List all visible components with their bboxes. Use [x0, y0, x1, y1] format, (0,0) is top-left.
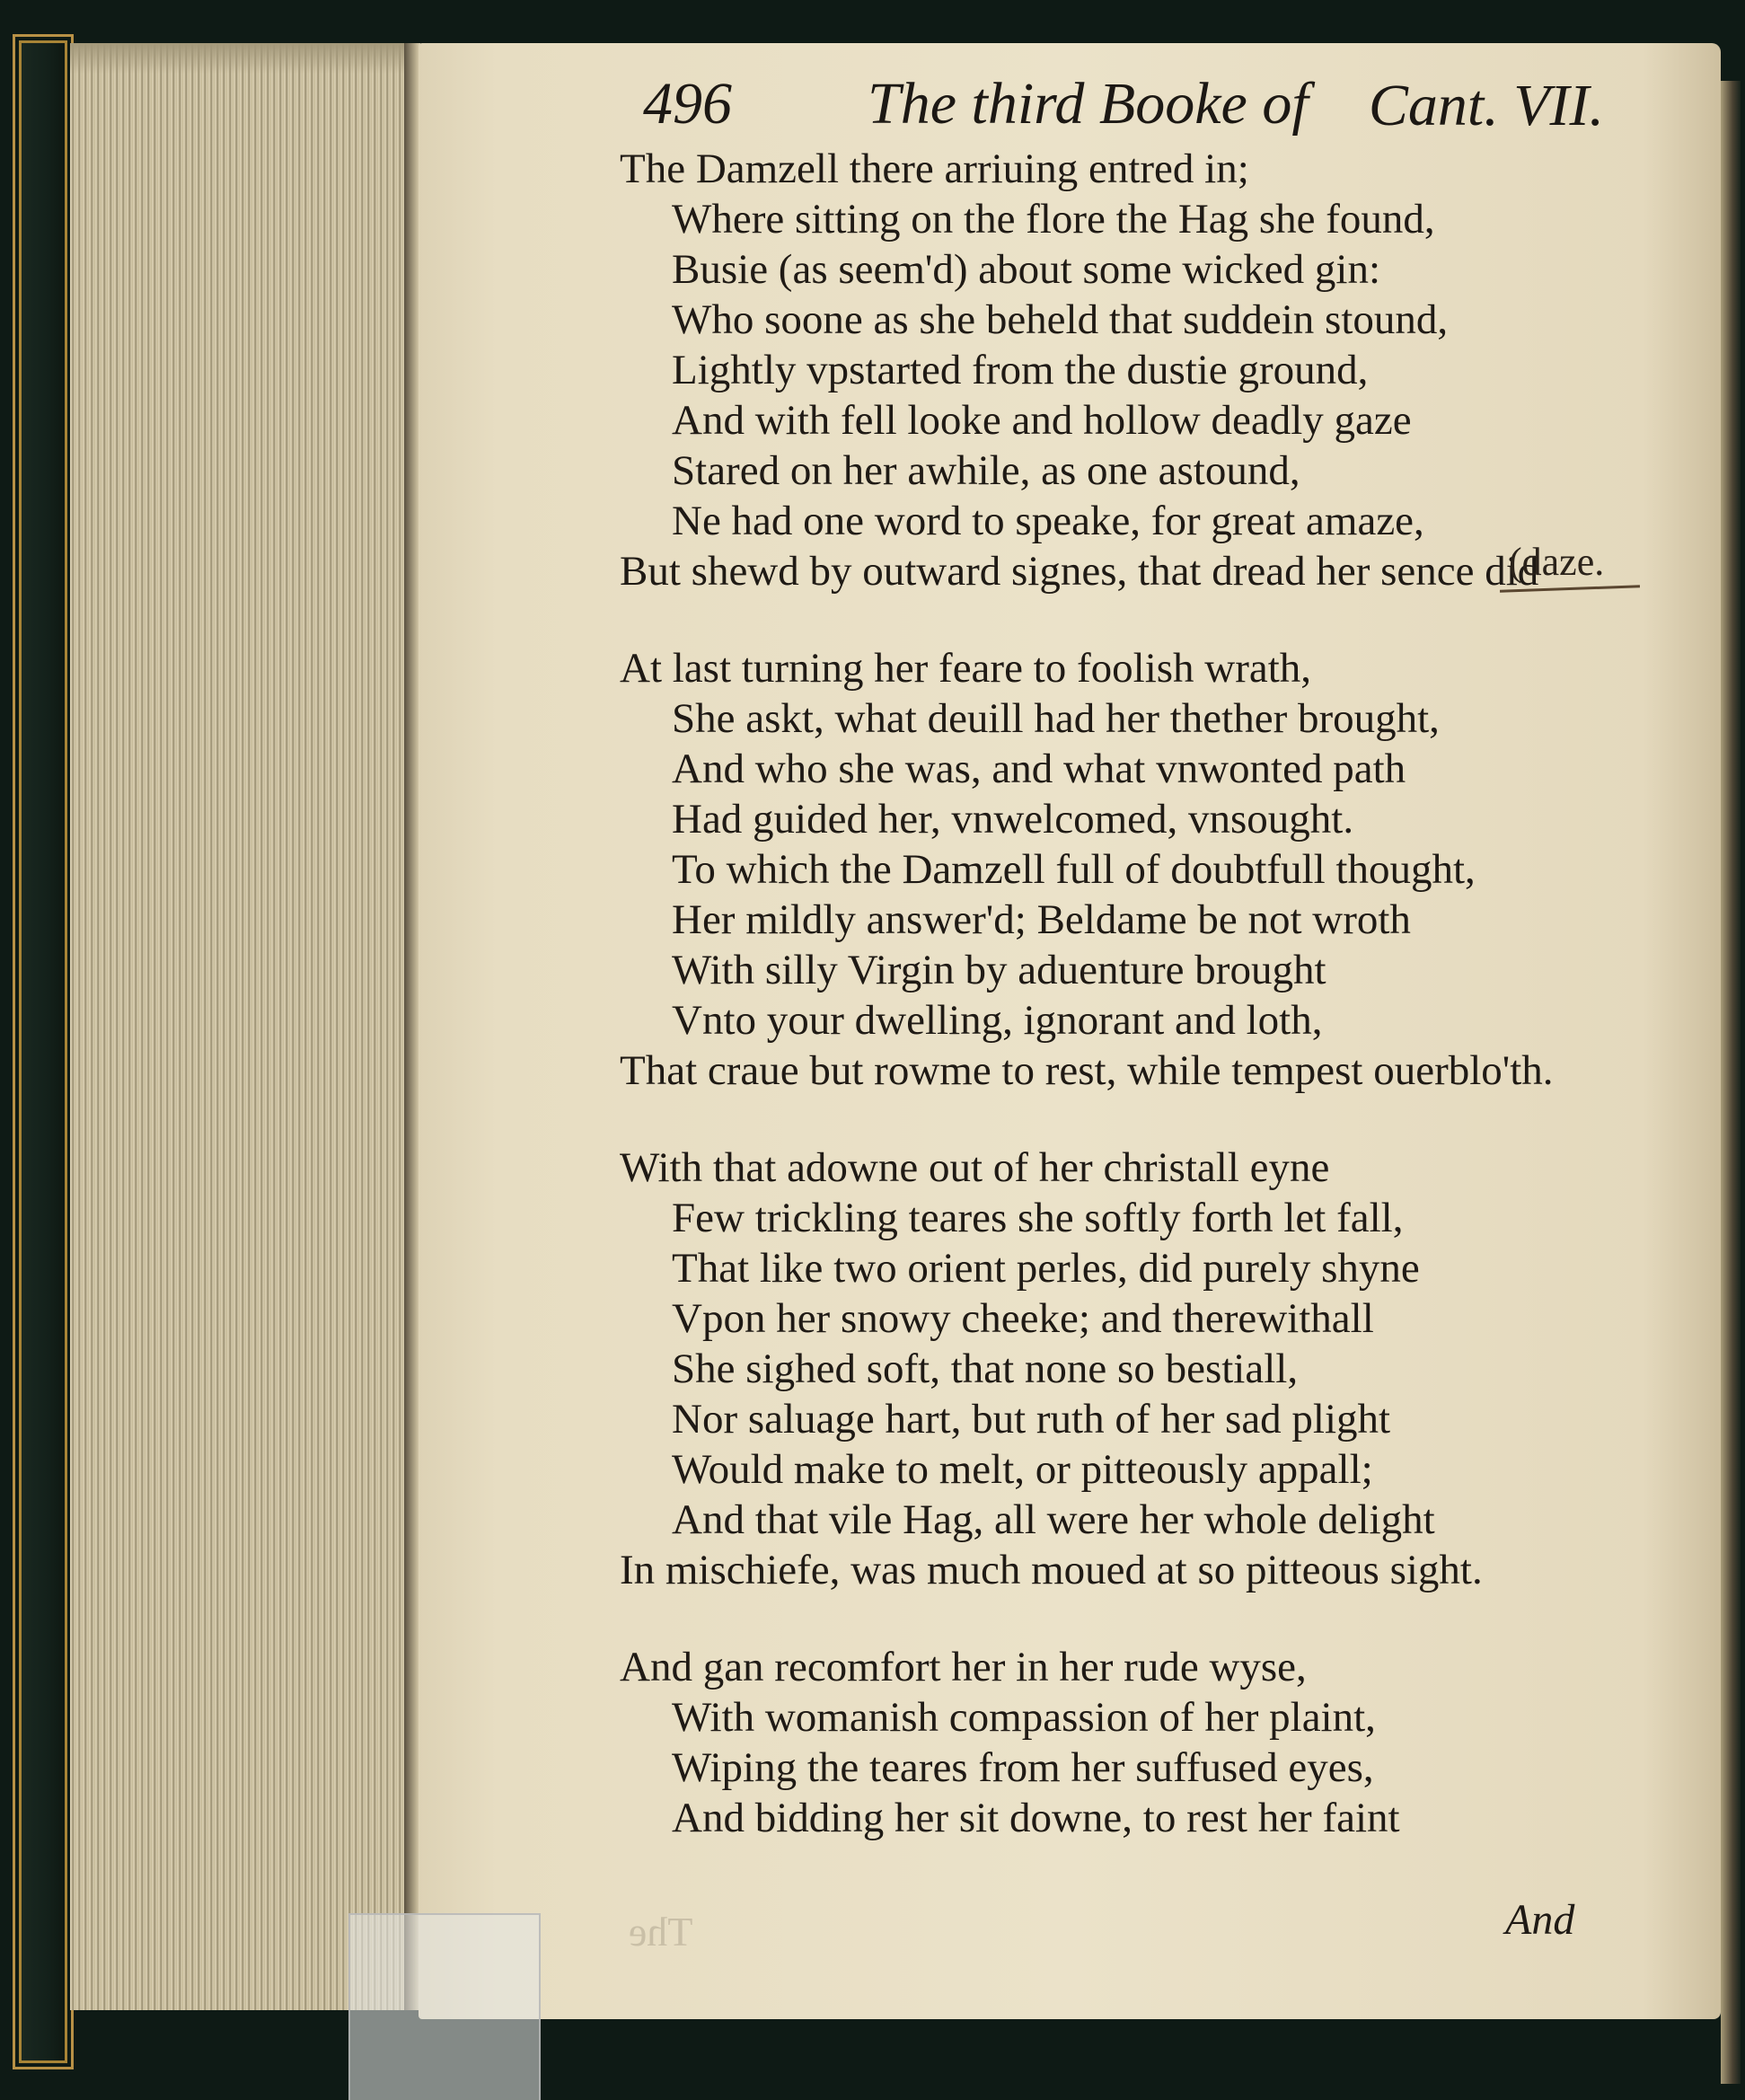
verse-line: Would make to melt, or pitteously appall; — [672, 1446, 1373, 1493]
verse-line: Who soone as she beheld that suddein stound, — [672, 296, 1449, 343]
verse-line: Her mildly answer'd; Beldame be not wroth — [672, 896, 1411, 943]
verse-line: That like two orient perles, did purely shyne — [672, 1245, 1420, 1292]
verse-line: She sighed soft, that none so bestiall, — [672, 1346, 1299, 1392]
page-block-edges — [70, 43, 406, 2010]
page-right-edge — [1721, 81, 1741, 2084]
poem-text — [620, 144, 1644, 1890]
verse-line: To which the Damzell full of doubtfull thought, — [672, 846, 1476, 893]
stanza — [620, 1143, 1644, 1595]
verse-line: At last turning her feare to foolish wrath, — [620, 645, 1312, 692]
book-cover-edge — [13, 34, 74, 2069]
verse-line: And bidding her sit downe, to rest her faint — [672, 1795, 1400, 1841]
verse-line: With that adowne out of her christall eyne — [620, 1144, 1330, 1191]
running-title: The third Booke of — [868, 71, 1309, 137]
verse-line: Wiping the teares from her suffused eyes, — [672, 1744, 1374, 1791]
verse-line: Lightly vpstarted from the dustie ground, — [672, 347, 1369, 393]
verse-line: And gan recomfort her in her rude wyse, — [620, 1644, 1307, 1690]
bleed-through-text: The — [629, 1909, 693, 1954]
verse-line: The Damzell there arriuing entred in; — [620, 146, 1249, 192]
page-number: 496 — [643, 71, 732, 137]
verse-line: Ne had one word to speake, for great amaze, — [672, 498, 1424, 544]
page-header — [643, 63, 1604, 153]
verse-line: And with fell looke and hollow deadly gaze — [672, 397, 1412, 444]
verse-line: And who she was, and what vnwonted path — [672, 746, 1406, 792]
marginal-annotation: (daze. — [1509, 540, 1605, 584]
stanza — [620, 144, 1644, 596]
verse-line: Few trickling teares she softly forth let fall, — [672, 1195, 1404, 1241]
stanza — [620, 643, 1644, 1096]
verse-line: In mischiefe, was much moued at so pitteous sight. — [620, 1547, 1483, 1593]
verse-line: She askt, what deuill had her thether brought, — [672, 695, 1440, 742]
verse-line: And that vile Hag, all were her whole delight — [672, 1496, 1435, 1543]
verse-line: Busie (as seem'd) about some wicked gin: — [672, 246, 1381, 293]
verse-line: That craue but rowme to rest, while tempest ouerblo'th. — [620, 1047, 1554, 1094]
verse-line: Stared on her awhile, as one astound, — [672, 447, 1300, 494]
verse-line: Vpon her snowy cheeke; and therewithall — [672, 1295, 1374, 1342]
canto-label: Cant. VII. — [1368, 73, 1604, 138]
page-clip — [348, 1913, 541, 2100]
verse-line: But shewd by outward signes, that dread her sence did — [620, 548, 1539, 595]
verse-line: Where sitting on the flore the Hag she found, — [672, 196, 1435, 243]
verse-line: Vnto your dwelling, ignorant and loth, — [672, 997, 1323, 1044]
verse-line: With womanish compassion of her plaint, — [672, 1694, 1376, 1741]
stanza — [620, 1642, 1644, 1843]
verse-line: Nor saluage hart, but ruth of her sad plight — [672, 1396, 1391, 1443]
catchword: And — [1505, 1896, 1575, 1944]
verse-line: Had guided her, vnwelcomed, vnsought. — [672, 796, 1354, 843]
verse-line: With silly Virgin by aduenture brought — [672, 947, 1326, 993]
